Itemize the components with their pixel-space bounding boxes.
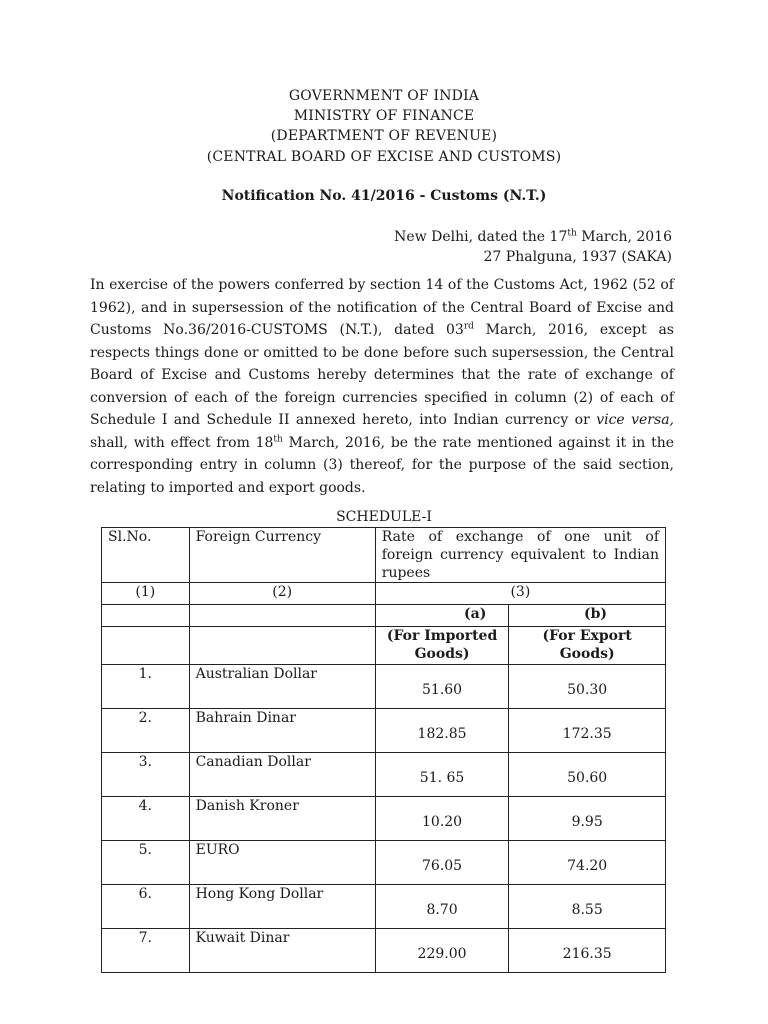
table-row [102, 753, 666, 797]
dateline-prefix: New Delhi, dated the 17 [394, 229, 568, 245]
dateline-suffix: March, 2016 [576, 229, 672, 245]
imported-rate-cell: 182.85 [375, 709, 509, 753]
currency-name-cell: Australian Dollar [189, 665, 375, 709]
header-sl-no: Sl.No. [102, 528, 190, 583]
currency-name-cell: Bahrain Dinar [189, 709, 375, 753]
sl-no-cell: 6. [102, 885, 190, 929]
export-rate-cell: 216.35 [509, 929, 666, 973]
sub-column-row [102, 605, 666, 627]
rate-rows [102, 665, 666, 973]
header-rate-of-exchange: Rate of exchange of one unit of foreign currency equivalent to Indian rupees [375, 528, 665, 583]
sl-no-cell: 1. [102, 665, 190, 709]
header-foreign-currency: Foreign Currency [189, 528, 375, 583]
saka-date: 27 Phalguna, 1937 (SAKA) [483, 249, 672, 265]
body-sup1: rd [463, 321, 474, 332]
imported-rate-cell: 51. 65 [375, 753, 509, 797]
currency-name-cell: Danish Kroner [189, 797, 375, 841]
empty-cell [102, 605, 190, 627]
export-rate-cell: 8.55 [509, 885, 666, 929]
export-rate-cell: 50.30 [509, 665, 666, 709]
empty-cell [102, 627, 190, 665]
dateline-sup: th [567, 228, 577, 239]
export-rate-cell: 74.20 [509, 841, 666, 885]
heading-ministry: MINISTRY OF FINANCE [293, 108, 475, 124]
export-rate-cell: 50.60 [509, 753, 666, 797]
sub-column-b: (b) [509, 605, 666, 627]
currency-name-cell: Canadian Dollar [189, 753, 375, 797]
table-row [102, 885, 666, 929]
header-export-goods: (For Export Goods) [509, 627, 666, 665]
column-number-2: (2) [189, 583, 375, 605]
column-number-3: (3) [375, 583, 665, 605]
heading-department: (DEPARTMENT OF REVENUE) [270, 128, 498, 144]
export-rate-cell: 172.35 [509, 709, 666, 753]
table-row [102, 665, 666, 709]
table-row [102, 841, 666, 885]
table-row [102, 929, 666, 973]
goods-type-row [102, 627, 666, 665]
sl-no-cell: 2. [102, 709, 190, 753]
empty-cell [189, 627, 375, 665]
body-italic: vice versa, [596, 412, 674, 428]
column-number-row [102, 583, 666, 605]
dateline [394, 227, 672, 247]
body-part2: March, 2016, except as respects things done or omitted to be done before such supersession, the Central Board of Excise and Customs hereby determines that the rate of exchange of conversion of each of the foreign currencies specified in column (2) of each of Schedule I and Schedule II annexed hereto, into Indian currency or [90, 322, 674, 428]
currency-name-cell: EURO [189, 841, 375, 885]
currency-name-cell: Hong Kong Dollar [189, 885, 375, 929]
column-number-1: (1) [102, 583, 190, 605]
schedule-title: SCHEDULE-I [336, 509, 432, 525]
schedule-table [101, 527, 666, 973]
imported-rate-cell: 10.20 [375, 797, 509, 841]
export-rate-cell: 9.95 [509, 797, 666, 841]
body-sup2: th [273, 433, 283, 444]
heading-board: (CENTRAL BOARD OF EXCISE AND CUSTOMS) [206, 149, 562, 165]
body-part4: March, 2016, be the rate mentioned against it in the corresponding entry in column (3) thereof, for the purpose of the said section, relating to imported and export goods. [90, 434, 674, 496]
currency-name-cell: Kuwait Dinar [189, 929, 375, 973]
heading-government: GOVERNMENT OF INDIA [288, 88, 480, 104]
imported-rate-cell: 8.70 [375, 885, 509, 929]
notification-title: Notification No. 41/2016 - Customs (N.T.) [221, 188, 547, 204]
sl-no-cell: 7. [102, 929, 190, 973]
sub-column-a: (a) [375, 605, 509, 627]
table-header-row [102, 528, 666, 583]
header-imported-goods: (For Imported Goods) [375, 627, 509, 665]
empty-cell [189, 605, 375, 627]
sl-no-cell: 4. [102, 797, 190, 841]
sl-no-cell: 3. [102, 753, 190, 797]
body-paragraph [90, 274, 674, 499]
table-row [102, 709, 666, 753]
body-part1: In exercise of the powers conferred by section 14 of the Customs Act, 1962 (52 of 1962), and in supersession of the notification of the Central Board of Excise and Customs No.36/2016-CUSTOMS (N.T.), dated 03 [90, 277, 674, 338]
imported-rate-cell: 51.60 [375, 665, 509, 709]
imported-rate-cell: 229.00 [375, 929, 509, 973]
body-part3: shall, with effect from 18 [90, 434, 274, 451]
imported-rate-cell: 76.05 [375, 841, 509, 885]
sl-no-cell: 5. [102, 841, 190, 885]
table-row [102, 797, 666, 841]
